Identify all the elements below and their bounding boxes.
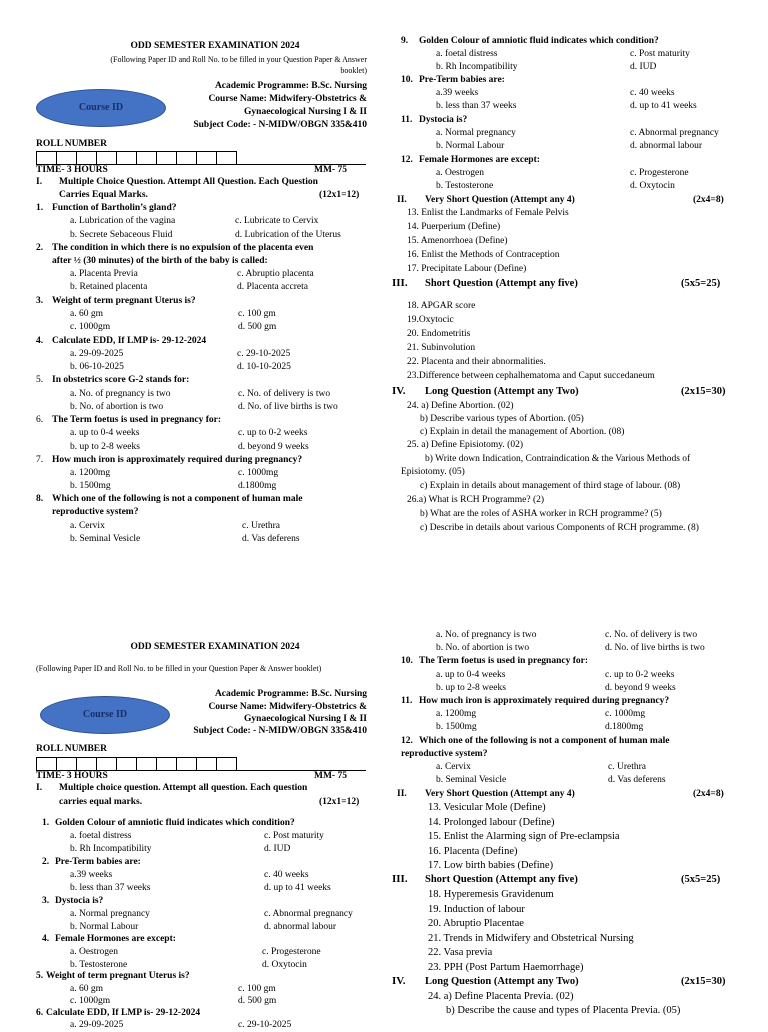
roll-number-label: ROLL NUMBER bbox=[36, 744, 107, 754]
roll-number-label: ROLL NUMBER bbox=[36, 139, 107, 149]
question-number: 4. bbox=[42, 934, 50, 944]
option-c: c. Urethra bbox=[608, 762, 646, 772]
option-c: c. Urethra bbox=[242, 521, 280, 531]
option-d: d. abnormal labour bbox=[264, 922, 337, 932]
question-text: Function of Bartholin’s gland? bbox=[52, 203, 177, 213]
list-item: 17. Low birth babies (Define) bbox=[428, 860, 554, 871]
option-d: d. Lubrication of the Uterus bbox=[235, 230, 341, 240]
option-d: d. abnormal labour bbox=[630, 141, 703, 151]
question-text-2: reproductive system? bbox=[52, 507, 139, 517]
instruction-line-2: booklet) bbox=[340, 66, 367, 75]
option-d: d. Placenta accreta bbox=[237, 282, 308, 292]
option-a: a. up to 0-4 weeks bbox=[436, 670, 506, 680]
list-item: 17. Precipitate Labour (Define) bbox=[407, 264, 527, 274]
section-3-number: III. bbox=[392, 873, 408, 885]
section-3-number: III. bbox=[392, 277, 408, 289]
question-number: 6. bbox=[36, 1008, 44, 1018]
option-a: a. 29-09-2025 bbox=[70, 349, 124, 359]
section-3-marks: (5x5=25) bbox=[681, 278, 721, 289]
course-name-line-1: Course Name: Midwifery-Obstetrics & bbox=[208, 94, 367, 104]
question-number: 10. bbox=[401, 656, 413, 666]
section-3-title: Short Question (Attempt any five) bbox=[425, 278, 578, 289]
question-number: 5. bbox=[36, 375, 44, 385]
option-b: b. Normal Labour bbox=[70, 922, 139, 932]
option-d: d. IUD bbox=[630, 62, 657, 72]
course-id-label: Course ID bbox=[78, 102, 124, 114]
section-1-title: Multiple choice question. Attempt all question. Each question bbox=[59, 783, 308, 793]
list-item: 14. Prolonged labour (Define) bbox=[428, 817, 555, 828]
list-item: 14. Puerperium (Define) bbox=[407, 222, 501, 232]
list-item: 23.Difference between cephalhematoma and Caput succedaneum bbox=[407, 371, 655, 381]
option-d: d.1800mg bbox=[605, 722, 644, 732]
section-2-number: II. bbox=[397, 789, 407, 799]
option-b: b. Secrete Sebaceous Fluid bbox=[70, 230, 173, 240]
section-4-number: IV. bbox=[392, 385, 406, 397]
option-d: d.1800mg bbox=[238, 481, 277, 491]
exam-title: ODD SEMESTER EXAMINATION 2024 bbox=[130, 41, 300, 51]
option-d: d. No. of live births is two bbox=[238, 402, 338, 412]
list-item: b) What are the roles of ASHA worker in RCH programme? (5) bbox=[420, 509, 662, 519]
option-b: b. Seminal Vesicle bbox=[70, 534, 141, 544]
list-item: 23. PPH (Post Partum Haemorrhage) bbox=[428, 962, 584, 973]
option-d: d. 500 gm bbox=[238, 996, 277, 1006]
question-text: The Term foetus is used in pregnancy for: bbox=[52, 415, 221, 425]
option-b: b. Testosterone bbox=[70, 960, 128, 970]
list-item: 15. Enlist the Alarming sign of Pre-eclampsia bbox=[428, 831, 620, 842]
option-b: b. Rh Incompatibility bbox=[436, 62, 518, 72]
question-text: Weight of term pregnant Uterus is? bbox=[46, 971, 190, 981]
option-b: b. Retained placenta bbox=[70, 282, 148, 292]
question-number: 6. bbox=[36, 415, 44, 425]
list-item: b) Write down Indication, Contraindication & the Various Methods of bbox=[425, 454, 691, 464]
section-3-title: Short Question (Attempt any five) bbox=[425, 874, 578, 885]
list-item: 18. Hyperemesis Gravidenum bbox=[428, 889, 554, 900]
course-name-line-2: Gynaecological Nursing I & II bbox=[244, 714, 367, 724]
option-b: b. up to 2-8 weeks bbox=[70, 442, 140, 452]
exam-title: ODD SEMESTER EXAMINATION 2024 bbox=[130, 642, 300, 652]
question-number: 8. bbox=[36, 494, 44, 504]
question-text: In obstetrics score G-2 stands for: bbox=[52, 375, 190, 385]
section-2-number: II. bbox=[397, 195, 407, 205]
option-a: a.39 weeks bbox=[436, 88, 479, 98]
question-text: Female Hormones are except: bbox=[55, 934, 176, 944]
list-item: b) Describe the cause and types of Placenta Previa. (05) bbox=[446, 1005, 681, 1016]
option-c: c. Progesterone bbox=[630, 168, 689, 178]
list-item: 21. Subinvolution bbox=[407, 343, 476, 353]
list-item: 16. Placenta (Define) bbox=[428, 846, 518, 857]
list-item: 24. a) Define Abortion. (02) bbox=[407, 401, 514, 411]
list-item: 16. Enlist the Methods of Contraception bbox=[407, 250, 560, 260]
option-c: c. 1000mg bbox=[238, 468, 279, 478]
option-a: a. Normal pregnancy bbox=[70, 909, 150, 919]
option-a: a. 29-09-2025 bbox=[70, 1020, 124, 1030]
option-c: c. 40 weeks bbox=[630, 88, 675, 98]
option-a: a. Oestrogen bbox=[70, 947, 119, 957]
option-d: d. 10-10-2025 bbox=[237, 362, 291, 372]
option-d: d. Vas deferens bbox=[608, 775, 666, 785]
option-b: b. less than 37 weeks bbox=[70, 883, 151, 893]
option-d: d. up to 41 weeks bbox=[264, 883, 331, 893]
option-b: b. Testosterone bbox=[436, 181, 494, 191]
option-c: c. Progesterone bbox=[262, 947, 321, 957]
option-a: a. Normal pregnancy bbox=[436, 128, 516, 138]
question-text: Dystocia is? bbox=[419, 115, 468, 125]
question-text: The Term foetus is used in pregnancy for: bbox=[419, 656, 588, 666]
list-item: 22. Placenta and their abnormalities. bbox=[407, 357, 546, 367]
list-item: 25. a) Define Episiotomy. (02) bbox=[407, 440, 523, 450]
option-b: b. No. of abortion is two bbox=[436, 643, 530, 653]
option-c: c. 100 gm bbox=[238, 309, 276, 319]
question-number: 1. bbox=[36, 203, 44, 213]
option-c: c. Post maturity bbox=[630, 49, 690, 59]
section-1-title: Multiple Choice Question. Attempt All Question. Each Question bbox=[59, 177, 318, 187]
instruction-line: (Following Paper ID and Roll No. to be filled in your Question Paper & Answer booklet) bbox=[36, 664, 322, 673]
list-item: 20. Endometritis bbox=[407, 329, 471, 339]
question-number: 7. bbox=[36, 455, 44, 465]
course-id-label: Course ID bbox=[82, 709, 128, 721]
course-name-line-1: Course Name: Midwifery-Obstetrics & bbox=[208, 702, 367, 712]
option-a: a. Cervix bbox=[70, 521, 105, 531]
list-item: c) Describe in details about various Components of RCH programme. (8) bbox=[420, 523, 699, 533]
list-item: c) Explain in details about management of third stage of labour. (08) bbox=[420, 481, 681, 491]
option-a: a. 1200mg bbox=[70, 468, 111, 478]
option-d: d. Vas deferens bbox=[242, 534, 300, 544]
roll-number-boxes[interactable] bbox=[36, 757, 236, 771]
option-c: c. 1000mg bbox=[605, 709, 646, 719]
question-text: Calculate EDD, If LMP is- 29-12-2024 bbox=[46, 1008, 201, 1018]
option-c: c. Lubricate to Cervix bbox=[235, 216, 319, 226]
question-number: 2. bbox=[42, 857, 50, 867]
option-c: c. No. of delivery is two bbox=[605, 630, 698, 640]
list-item: 20. Abruptio Placentae bbox=[428, 918, 524, 929]
list-item: b) Describe various types of Abortion. (05) bbox=[420, 414, 584, 424]
option-a: a. Oestrogen bbox=[436, 168, 485, 178]
question-number: 12. bbox=[401, 736, 413, 746]
list-item: 22. Vasa previa bbox=[428, 947, 493, 958]
option-a: a. up to 0-4 weeks bbox=[70, 428, 140, 438]
option-c: c. 29-10-2025 bbox=[237, 349, 291, 359]
list-item: 21. Trends in Midwifery and Obstetrical Nursing bbox=[428, 933, 634, 944]
question-number: 12. bbox=[401, 155, 413, 165]
section-4-title: Long Question (Attempt any Two) bbox=[425, 386, 579, 397]
option-b: b. 1500mg bbox=[70, 481, 111, 491]
option-b: b. Rh Incompatibility bbox=[70, 844, 152, 854]
option-b: b. No. of abortion is two bbox=[70, 402, 164, 412]
roll-number-boxes[interactable] bbox=[36, 151, 236, 165]
option-d: d. beyond 9 weeks bbox=[605, 683, 676, 693]
section-4-marks: (2x15=30) bbox=[681, 976, 726, 987]
question-text: The condition in which there is no expulsion of the placenta even bbox=[52, 243, 314, 253]
academic-programme: Academic Programme: B.Sc. Nursing bbox=[214, 81, 367, 91]
question-number: 10. bbox=[401, 75, 413, 85]
time-label: TIME- 3 HOURS bbox=[36, 771, 108, 781]
option-d: d. beyond 9 weeks bbox=[238, 442, 309, 452]
option-a: a. Cervix bbox=[436, 762, 471, 772]
section-2-marks: (2x4=8) bbox=[693, 789, 724, 799]
option-d: d. up to 41 weeks bbox=[630, 101, 697, 111]
option-a: a. No. of pregnancy is two bbox=[436, 630, 537, 640]
option-d: d. Oxytocin bbox=[630, 181, 675, 191]
option-b: c. 1000gm bbox=[70, 322, 111, 332]
subject-code: Subject Code: - N-MIDW/OBGN 335&410 bbox=[193, 726, 367, 736]
question-number: 9. bbox=[401, 36, 409, 46]
question-text: Which one of the following is not a component of human male bbox=[419, 736, 670, 746]
option-c: c. 29-10-2025 bbox=[238, 1020, 292, 1030]
option-c: c. Post maturity bbox=[264, 831, 324, 841]
section-3-marks: (5x5=25) bbox=[681, 874, 721, 885]
option-b: c. 1000gm bbox=[70, 996, 111, 1006]
option-a: a. Lubrication of the vagina bbox=[70, 216, 176, 226]
option-c: c. Abruptio placenta bbox=[237, 269, 314, 279]
option-c: c. Abnormal pregnancy bbox=[630, 128, 719, 138]
option-b: b. up to 2-8 weeks bbox=[436, 683, 506, 693]
option-c: c. Abnormal pregnancy bbox=[264, 909, 353, 919]
section-1-title-2: carries equal marks. bbox=[59, 797, 143, 807]
question-number: 3. bbox=[42, 896, 50, 906]
question-text: Dystocia is? bbox=[55, 896, 104, 906]
question-text: Calculate EDD, If LMP is- 29-12-2024 bbox=[52, 336, 207, 346]
question-number: 5. bbox=[36, 971, 44, 981]
option-d: d. 500 gm bbox=[238, 322, 277, 332]
section-4-title: Long Question (Attempt any Two) bbox=[425, 976, 579, 987]
question-text: How much iron is approximately required during pregnancy? bbox=[419, 696, 670, 706]
question-text: How much iron is approximately required during pregnancy? bbox=[52, 455, 303, 465]
section-4-number: IV. bbox=[392, 975, 406, 987]
question-number: 11. bbox=[401, 115, 413, 125]
instruction-line-1: (Following Paper ID and Roll No. to be filled in your Question Paper & Answer bbox=[110, 55, 367, 64]
list-item: 18. APGAR score bbox=[407, 301, 476, 311]
section-2-title: Very Short Question (Attempt any 4) bbox=[425, 789, 575, 799]
section-2-title: Very Short Question (Attempt any 4) bbox=[425, 195, 575, 205]
question-text: Pre-Term babies are: bbox=[55, 857, 141, 867]
list-item: 19. Induction of labour bbox=[428, 904, 525, 915]
section-1-number: I. bbox=[36, 177, 43, 187]
list-item: 13. Enlist the Landmarks of Female Pelvis bbox=[407, 208, 569, 218]
option-a: a. foetal distress bbox=[436, 49, 498, 59]
section-4-marks: (2x15=30) bbox=[681, 386, 726, 397]
question-number: 11. bbox=[401, 696, 413, 706]
question-text-2: after ½ (30 minutes) of the birth of the baby is called: bbox=[52, 256, 268, 266]
question-text: Golden Colour of amniotic fluid indicates which condition? bbox=[419, 36, 659, 46]
course-name-line-2: Gynaecological Nursing I & II bbox=[244, 107, 367, 117]
question-text: Pre-Term babies are: bbox=[419, 75, 505, 85]
question-number: 4. bbox=[36, 336, 44, 346]
list-item: 19.Oxytocic bbox=[407, 315, 454, 325]
question-number: 3. bbox=[36, 296, 44, 306]
option-d: d. IUD bbox=[264, 844, 291, 854]
option-c: c. 100 gm bbox=[238, 984, 276, 994]
option-d: d. No. of live births is two bbox=[605, 643, 705, 653]
option-b: b. 1500mg bbox=[436, 722, 477, 732]
option-a: a. 60 gm bbox=[70, 309, 103, 319]
list-item: c) Explain in detail the management of Abortion. (08) bbox=[420, 427, 625, 437]
max-marks: MM- 75 bbox=[314, 165, 347, 175]
option-a: a.39 weeks bbox=[70, 870, 113, 880]
section-1-title-2: Carries Equal Marks. bbox=[59, 190, 148, 200]
option-a: a. Placenta Previa bbox=[70, 269, 138, 279]
section-2-marks: (2x4=8) bbox=[693, 195, 724, 205]
list-item: 24. a) Define Placenta Previa. (02) bbox=[428, 991, 574, 1002]
list-item: 26.a) What is RCH Programme? (2) bbox=[407, 495, 545, 505]
option-a: a. foetal distress bbox=[70, 831, 132, 841]
section-1-marks: (12x1=12) bbox=[319, 797, 360, 807]
option-b: b. Normal Labour bbox=[436, 141, 505, 151]
option-d: d. Oxytocin bbox=[262, 960, 307, 970]
option-b: b. Seminal Vesicle bbox=[436, 775, 507, 785]
option-a: a. 60 gm bbox=[70, 984, 103, 994]
course-id-badge bbox=[36, 89, 166, 127]
option-c: c. No. of delivery is two bbox=[238, 389, 331, 399]
max-marks: MM- 75 bbox=[314, 771, 347, 781]
question-text-2: reproductive system? bbox=[401, 749, 488, 759]
academic-programme: Academic Programme: B.Sc. Nursing bbox=[214, 689, 367, 699]
list-item: 13. Vesicular Mole (Define) bbox=[428, 802, 546, 813]
subject-code: Subject Code: - N-MIDW/OBGN 335&410 bbox=[193, 120, 367, 130]
option-c: c. up to 0-2 weeks bbox=[238, 428, 308, 438]
question-number: 1. bbox=[42, 818, 50, 828]
list-item: 15. Amenorrhoea (Define) bbox=[407, 236, 508, 246]
question-text: Weight of term pregnant Uterus is? bbox=[52, 296, 196, 306]
option-a: a. No. of pregnancy is two bbox=[70, 389, 171, 399]
section-1-marks: (12x1=12) bbox=[319, 190, 360, 200]
question-text: Which one of the following is not a component of human male bbox=[52, 494, 303, 504]
question-number: 2. bbox=[36, 243, 44, 253]
question-text: Golden Colour of amniotic fluid indicates which condition? bbox=[55, 818, 295, 828]
question-text: Female Hormones are except: bbox=[419, 155, 540, 165]
time-label: TIME- 3 HOURS bbox=[36, 165, 108, 175]
option-b: b. less than 37 weeks bbox=[436, 101, 517, 111]
option-c: c. 40 weeks bbox=[264, 870, 309, 880]
section-1-number: I. bbox=[36, 783, 43, 793]
list-item: Episiotomy. (05) bbox=[401, 467, 465, 477]
option-c: c. up to 0-2 weeks bbox=[605, 670, 675, 680]
option-a: a. 1200mg bbox=[436, 709, 477, 719]
option-b: b. 06-10-2025 bbox=[70, 362, 124, 372]
